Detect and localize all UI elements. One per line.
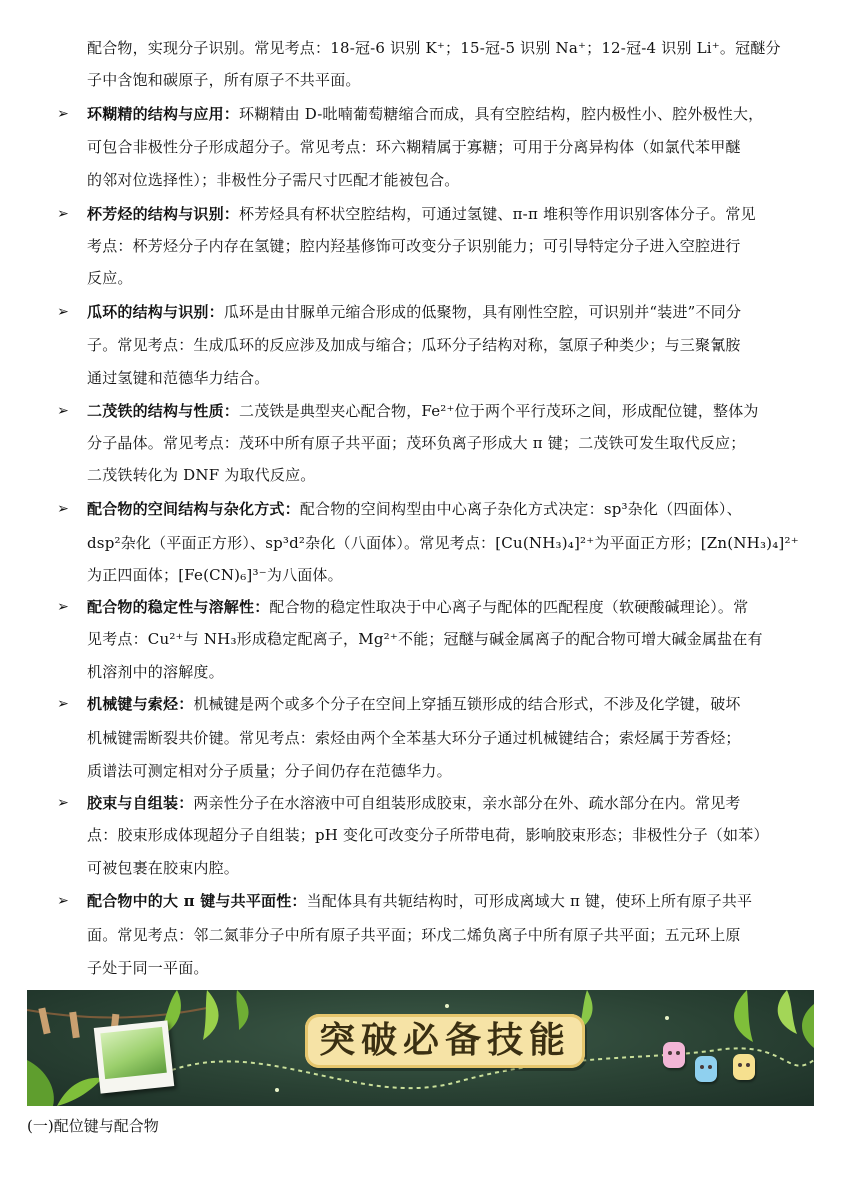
text-line: 点：胶束形成体现超分子自组装；pH 变化可改变分子所带电荷，影响胶束形态；非极性分子（如苯） xyxy=(87,826,769,844)
list-item-first-line xyxy=(87,401,759,421)
text-line: 机溶剂中的溶解度。 xyxy=(87,663,224,681)
text-line: 反应。 xyxy=(87,269,133,287)
text-line: 两亲性分子在水溶液中可自组装形成胶束，亲水部分在外、疏水部分在内。常见考 xyxy=(193,794,741,812)
pink-bead-icon xyxy=(663,1042,685,1068)
item-heading: 杯芳烃的结构与识别： xyxy=(87,205,240,223)
arrow-right-bullet-icon: ➢ xyxy=(57,304,69,320)
arrow-right-bullet-icon: ➢ xyxy=(57,106,69,122)
text-line: 瓜环是由甘脲单元缩合形成的低聚物，具有刚性空腔，可识别并“装进”不同分 xyxy=(223,303,742,321)
text-line: 考点：杯芳烃分子内存在氢键；腔内羟基修饰可改变分子识别能力；可引导特定分子进入空腔进行 xyxy=(87,237,741,255)
text-line: 机械键是两个或多个分子在空间上穿插互锁形成的结合形式，不涉及化学键，破坏 xyxy=(193,695,741,713)
banner-title: 突破必备技能 xyxy=(305,1014,585,1068)
item-heading: 配合物的空间结构与杂化方式： xyxy=(87,500,300,518)
text-line: 机械键需断裂共价键。常见考点：索烃由两个全苯基大环分子通过机械键结合；索烃属于芳香烃； xyxy=(87,729,741,747)
list-item-first-line xyxy=(87,793,741,813)
arrow-right-bullet-icon: ➢ xyxy=(57,795,69,811)
text-line: 环糊精由 D-吡喃葡萄糖缩合而成，具有空腔结构，腔内极性小、腔外极性大， xyxy=(239,105,764,123)
item-heading: 瓜环的结构与识别： xyxy=(87,303,224,321)
blue-bead-icon xyxy=(695,1056,717,1082)
arrow-right-bullet-icon: ➢ xyxy=(57,696,69,712)
list-item-first-line xyxy=(87,597,748,617)
arrow-right-bullet-icon: ➢ xyxy=(57,403,69,419)
text-line: 质谱法可测定相对分子质量；分子间仍存在范德华力。 xyxy=(87,762,452,780)
list-item-first-line xyxy=(87,302,741,322)
text-line: 通过氢键和范德华力结合。 xyxy=(87,369,270,387)
item-heading: 机械键与索烃： xyxy=(87,695,194,713)
list-item-first-line xyxy=(87,891,752,911)
list-item-first-line xyxy=(87,104,763,124)
text-line: 配合物，实现分子识别。常见考点：18-冠-6 识别 K⁺；15-冠-5 识别 Na⁺；12-冠-4 识别 Li⁺。冠醚分 xyxy=(87,39,781,57)
text-line: 子。常见考点：生成瓜环的反应涉及加成与缩合；瓜环分子结构对称，氢原子种类少；与三聚氰胺 xyxy=(87,336,741,354)
yellow-bead-icon xyxy=(733,1054,755,1080)
arrow-right-bullet-icon: ➢ xyxy=(57,206,69,222)
text-line: 面。常见考点：邻二氮菲分子中所有原子共平面；环戊二烯负离子中所有原子共平面；五元环上原 xyxy=(87,926,741,944)
item-heading: 环糊精的结构与应用： xyxy=(87,105,240,123)
text-line: 分子晶体。常见考点：茂环中所有原子共平面；茂环负离子形成大 π 键；二茂铁可发生取代反应； xyxy=(87,434,746,452)
list-item-first-line xyxy=(87,499,742,519)
arrow-right-bullet-icon: ➢ xyxy=(57,501,69,517)
text-line: 子处于同一平面。 xyxy=(87,959,209,977)
text-line: 见考点：Cu²⁺与 NH₃形成稳定配离子，Mg²⁺不能；冠醚与碱金属离子的配合物可增大碱金属盐在有 xyxy=(87,630,763,648)
item-heading: 胶束与自组装： xyxy=(87,794,194,812)
item-heading: 配合物的稳定性与溶解性： xyxy=(87,598,270,616)
text-line: 的邻对位选择性）；非极性分子需尺寸匹配才能被包合。 xyxy=(87,171,460,189)
text-line: 为正四面体；[Fe(CN)₆]³⁻为八面体。 xyxy=(87,566,343,584)
arrow-right-bullet-icon: ➢ xyxy=(57,599,69,615)
text-line: 可被包裹在胶束内腔。 xyxy=(87,859,240,877)
list-item-first-line xyxy=(87,694,741,714)
list-item-first-line xyxy=(87,204,756,224)
text-line: 二茂铁是典型夹心配合物，Fe²⁺位于两个平行茂环之间，形成配位键，整体为 xyxy=(239,402,759,420)
item-heading: 二茂铁的结构与性质： xyxy=(87,402,240,420)
text-line: 二茂铁转化为 DNF 为取代反应。 xyxy=(87,466,316,484)
section-banner xyxy=(27,990,814,1106)
photo-frame-icon xyxy=(94,1020,174,1093)
text-line: 配合物的稳定性取决于中心离子与配体的匹配程度（软硬酸碱理论）。常 xyxy=(269,598,749,616)
text-line: 可包合非极性分子形成超分子。常见考点：环六糊精属于寡糖；可用于分离异构体（如氯代苯甲醚 xyxy=(87,138,741,156)
section-heading: (一)配位键与配合物 xyxy=(27,1117,159,1135)
text-line: 杯芳烃具有杯状空腔结构，可通过氢键、π-π 堆积等作用识别客体分子。常见 xyxy=(239,205,756,223)
text-line: 配合物的空间构型由中心离子杂化方式决定：sp³杂化（四面体）、 xyxy=(299,500,742,518)
text-line: 子中含饱和碳原子，所有原子不共平面。 xyxy=(87,71,361,89)
text-line: dsp²杂化（平面正方形）、sp³d²杂化（八面体）。常见考点：[Cu(NH₃)₄]²⁺为平面正方形；[Zn(NH₃)₄]²⁺ xyxy=(87,534,799,552)
arrow-right-bullet-icon: ➢ xyxy=(57,893,69,909)
item-heading: 配合物中的大 π 键与共平面性： xyxy=(87,892,307,910)
text-line: 当配体具有共轭结构时，可形成离域大 π 键，使环上所有原子共平 xyxy=(306,892,753,910)
